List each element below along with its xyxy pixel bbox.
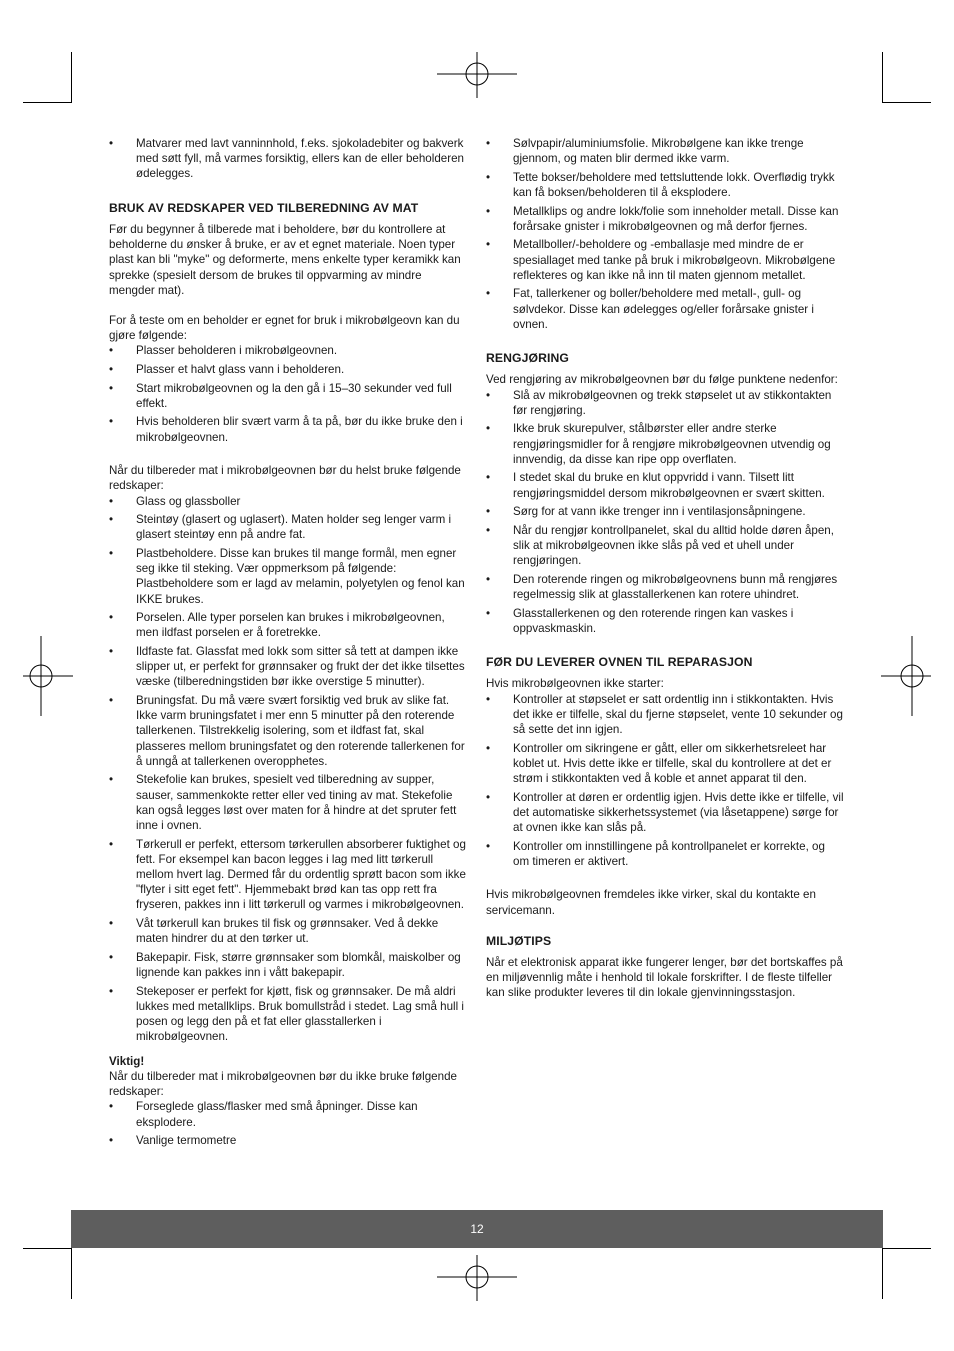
registration-mark-icon — [23, 636, 73, 716]
list-item: • Forseglede glass/flasker med små åpninger. Disse kan eksplodere. — [109, 1099, 469, 1129]
utensil-list — [109, 494, 469, 1045]
important-label: Viktig! — [109, 1054, 145, 1068]
list-item: • Vanlige termometre — [109, 1133, 469, 1148]
crop-mark — [71, 1248, 72, 1299]
list-item: • Kontroller at døren er ordentlig igjen. Hvis dette ikke er tilfelle, vil det automatiske sikkerhetssystemet (via låsetappene) sørge for at ovnen ikke kan slås på. — [486, 790, 844, 836]
crop-mark — [23, 1248, 71, 1249]
paragraph: Hvis mikrobølgeovnen fremdeles ikke virker, skal du kontakte en servicemann. — [486, 888, 816, 917]
avoid-list — [109, 1099, 469, 1148]
list-item: • Kontroller at støpselet er satt ordentlig inn i stikkontakten. Hvis det ikke er tilfelle, skal du fjerne støpselet, vente 10 sekunder og så sette det inn igjen. — [486, 692, 844, 738]
list-item: • Hvis beholderen blir svært varm å ta på, bør du ikke bruke den i mikrobølgeovnen. — [109, 414, 469, 444]
list-item: • Glass og glassboller — [109, 494, 469, 509]
section-heading-cleaning: RENGJØRING — [486, 351, 569, 366]
paragraph: Når du tilbereder mat i mikrobølgeovnen bør du helst bruke følgende redskaper: — [109, 464, 461, 493]
section-heading-environment: MILJØTIPS — [486, 933, 552, 948]
list-item: • Slå av mikrobølgeovnen og trekk støpselet ut av stikkontakten før rengjøring. — [486, 388, 844, 418]
left-column — [109, 136, 469, 1152]
section-heading-repair: FØR DU LEVERER OVNEN TIL REPARASJON — [486, 655, 753, 670]
paragraph: Før du begynner å tilberede mat i beholdere, bør du kontrollere at beholderne du ønsker å bruke, er av et egnet materiale. Noen typer plast kan bli "myke" og deformerte, mens enkelte typer keramikk kan sprekke (spesielt dersom de brukes til oppvarming av mindre mengder mat). — [109, 223, 461, 297]
list-item: • Kontroller om sikringene er gått, eller om sikkerhetsreleet har koblet ut. Hvis dette ikke er tilfelle, skal du kontrollere at det er strøm i stikkontakten ved å koble et annet apparat til den. — [486, 741, 844, 787]
crop-mark — [882, 52, 883, 103]
crop-mark — [71, 52, 72, 103]
list-item: • Våt tørkerull kan brukes til fisk og grønnsaker. Ved å dekke maten hindrer du at den tørker ut. — [109, 916, 469, 946]
crop-mark — [882, 1248, 883, 1299]
list-item: • Ildfaste fat. Glassfat med lokk som sitter så tett at dampen ikke slipper ut, er perfekt for grønnsaker og frukt der det ikke tilsettes væske (tilberedningstiden bør ikke overstige 5 minutter). — [109, 644, 469, 690]
paragraph: Hvis mikrobølgeovnen ikke starter: — [486, 677, 664, 691]
list-item: • Steintøy (glasert og uglasert). Maten holder seg lenger varm i glasert steintøy enn på andre fat. — [109, 512, 469, 542]
right-column — [486, 136, 844, 1000]
list-item: • Start mikrobølgeovnen og la den gå i 15–30 sekunder ved full effekt. — [109, 381, 469, 411]
list-item: • Porselen. Alle typer porselen kan brukes i mikrobølgeovnen, men ildfast porselen er å foretrekke. — [109, 610, 469, 640]
list-item: • Bruningsfat. Du må være svært forsiktig ved bruk av slike fat. Ikke varm bruningsfatet i mer enn 5 minutter på den roterende tallerkenen. Tilstrekkelig isolering, som et ildfast fat, skal plasseres mellom bruningsfatet og den roterende tallerkenen for å unngå at tallerkenen overopphetes. — [109, 693, 469, 769]
list-item: • Plasser beholderen i mikrobølgeovnen. — [109, 343, 469, 358]
avoid-list-continued — [486, 136, 844, 332]
list-item: • Tette bokser/beholdere med tettsluttende lokk. Overflødig trykk kan få boksen/beholderen til å eksplodere. — [486, 170, 844, 200]
list-item: • Matvarer med lavt vanninnhold, f.eks. sjokoladebiter og bakverk med søtt fyll, må varmes forsiktig, ellers kan de eller beholderen ødelegges. — [109, 136, 469, 182]
crop-mark — [883, 102, 931, 103]
list-item: • Fat, tallerkener og boller/beholdere med metall-, gull- og sølvdekor. Disse kan ødelegges og/eller forårsake gnister i ovnen. — [486, 286, 844, 332]
list-item: • Ikke bruk skurepulver, stålbørster eller andre sterke rengjøringsmidler for å rengjøre mikrobølgeovnen utvendig og innvendig, da disse kan ripe opp overflaten. — [486, 421, 844, 467]
paragraph: For å teste om en beholder er egnet for bruk i mikrobølgeovn kan du gjøre følgende: — [109, 314, 460, 343]
crop-mark — [23, 102, 71, 103]
paragraph: Ved rengjøring av mikrobølgeovnen bør du følge punktene nedenfor: — [486, 373, 838, 387]
intro-list — [109, 136, 469, 182]
list-item: • Metallboller/-beholdere og -emballasje med mindre de er spesiallaget med tanke på bruk i mikrobølgeovn. Mikrobølgene reflekteres og kan ikke nå inn til maten gjennom metallet. — [486, 237, 844, 283]
list-item: • Bakepapir. Fisk, større grønnsaker som blomkål, maiskolber og lignende kan pakkes inn i vått bakepapir. — [109, 950, 469, 980]
list-item: • Sølvpapir/aluminiumsfolie. Mikrobølgene kan ikke trenge gjennom, og maten blir dermed ikke varm. — [486, 136, 844, 166]
list-item: • Plastbeholdere. Disse kan brukes til mange formål, men egner seg ikke til steking. Vær oppmerksom på følgende: Plastbeholdere som er lagd av melamin, polyetylen og fenol kan IKKE brukes. — [109, 546, 469, 607]
footer-bar — [71, 1210, 883, 1248]
list-item: • Glasstallerkenen og den roterende ringen kan vaskes i oppvaskmaskin. — [486, 606, 844, 636]
list-item: • Plasser et halvt glass vann i beholderen. — [109, 362, 469, 377]
paragraph: Når et elektronisk apparat ikke fungerer lenger, bør det bortskaffes på en miljøvennlig måte i henhold til lokale forskrifter. I de fleste tilfeller kan slike produkter leveres til din lokale gjenvinningsstasjon. — [486, 955, 843, 1000]
page-number: 12 — [470, 1222, 484, 1236]
list-item: • Den roterende ringen og mikrobølgeovnens bunn må rengjøres regelmessig slik at glasstallerkenen kan rotere uhindret. — [486, 572, 844, 602]
list-item: • Metallklips og andre lokk/folie som inneholder metall. Disse kan forårsake gnister i mikrobølgeovnen og må derfor fjernes. — [486, 204, 844, 234]
registration-mark-icon — [437, 1255, 517, 1301]
registration-mark-icon — [881, 636, 931, 716]
repair-list — [486, 692, 844, 869]
list-item: • Stekeposer er perfekt for kjøtt, fisk og grønnsaker. De må aldri lukkes med metallklips. Bruk bomullstråd i stedet. Lag små hull i posen og legg den på et fat eller glasstallerken i mikrobølgeovnen. — [109, 984, 469, 1045]
cleaning-list — [486, 388, 844, 636]
list-item: • Kontroller om innstillingene på kontrollpanelet er korrekte, og om timeren er aktivert. — [486, 839, 844, 869]
list-item: • Stekefolie kan brukes, spesielt ved tilberedning av supper, sauser, sammenkokte retter eller ved tining av mat. Stekefolie kan også legges løst over maten for å hindre at det spruter fett inne i ovnen. — [109, 772, 469, 833]
list-item: • Når du rengjør kontrollpanelet, skal du alltid holde døren åpen, slik at mikrobølgeovnen ikke slås på ved et uhell under rengjøringen. — [486, 523, 844, 569]
registration-mark-icon — [437, 52, 517, 98]
paragraph: Når du tilbereder mat i mikrobølgeovnen bør du ikke bruke følgende redskaper: — [109, 1070, 457, 1099]
test-list — [109, 343, 469, 444]
list-item: • Sørg for at vann ikke trenger inn i ventilasjonsåpningene. — [486, 504, 844, 519]
list-item: • I stedet skal du bruke en klut oppvridd i vann. Tilsett litt rengjøringsmiddel dersom mikrobølgeovnen er svært skitten. — [486, 470, 844, 500]
list-item: • Tørkerull er perfekt, ettersom tørkerullen absorberer fuktighet og fett. For eksempel kan bacon legges i lag med litt tørkerull mellom hvert lag. Dermed får du ordentlig sprøtt bacon som ikke "flyter i sitt eget fett". Hjemmebakt brød kan tas opp rett fra fryseren, pakkes inn i litt tørkerull og varmes i mikrobølgeovnen. — [109, 837, 469, 913]
crop-mark — [883, 1248, 931, 1249]
section-heading-utensils: BRUK AV REDSKAPER VED TILBEREDNING AV MAT — [109, 201, 419, 215]
